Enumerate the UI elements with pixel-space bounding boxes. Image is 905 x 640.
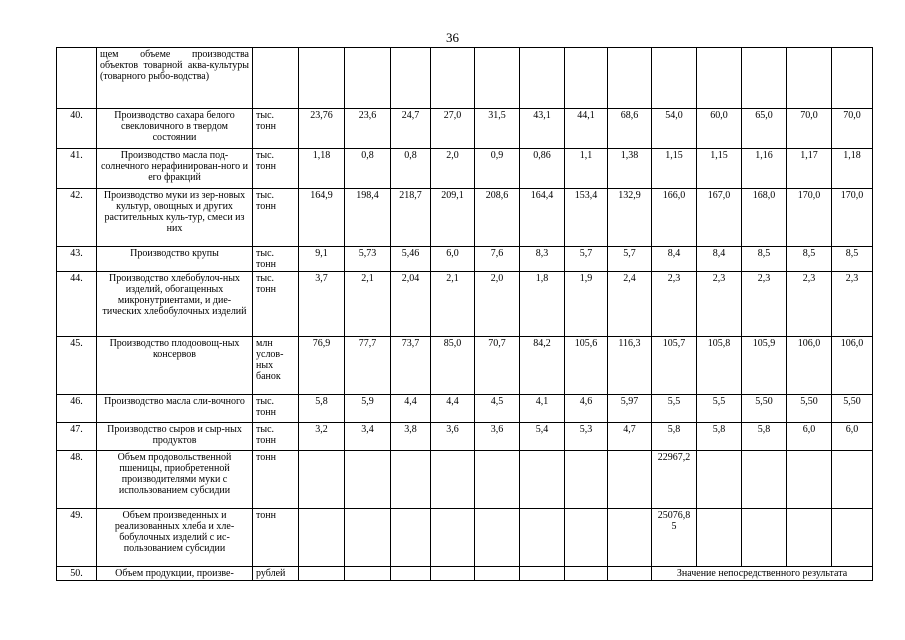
value-cell: 9,1	[299, 247, 345, 272]
value-cell: 7,6	[475, 247, 520, 272]
value-cell: 5,73	[345, 247, 391, 272]
table-row	[57, 272, 873, 337]
value-cell: 22967,2	[652, 451, 697, 509]
value-cell: 208,6	[475, 189, 520, 247]
value-cell: 8,5	[742, 247, 787, 272]
value-cell: 5,50	[787, 395, 832, 423]
value-cell	[431, 567, 475, 581]
row-unit: тыс. тонн	[253, 189, 299, 247]
value-cell	[742, 48, 787, 109]
row-unit: тыс. тонн	[253, 272, 299, 337]
value-cell: 170,0	[832, 189, 873, 247]
value-cell: 0,8	[391, 149, 431, 189]
value-cell	[391, 509, 431, 567]
value-cell: 4,7	[608, 423, 652, 451]
value-cell: 209,1	[431, 189, 475, 247]
value-cell: 2,0	[475, 272, 520, 337]
row-number: 50.	[57, 567, 97, 581]
value-cell: 116,3	[608, 337, 652, 395]
row-number: 48.	[57, 451, 97, 509]
value-cell: 5,50	[742, 395, 787, 423]
value-cell	[787, 48, 832, 109]
value-cell: 218,7	[391, 189, 431, 247]
value-cell: 166,0	[652, 189, 697, 247]
result-note: Значение непосредственного результата	[652, 567, 873, 581]
row-unit	[253, 48, 299, 109]
value-cell: 170,0	[787, 189, 832, 247]
value-cell	[299, 509, 345, 567]
value-cell	[565, 567, 608, 581]
value-cell: 153,4	[565, 189, 608, 247]
value-cell: 6,0	[431, 247, 475, 272]
value-cell	[565, 48, 608, 109]
row-unit: рублей	[253, 567, 299, 581]
value-cell	[742, 451, 787, 509]
value-cell: 23,6	[345, 109, 391, 149]
row-name: щем объеме производства объектов товарной аква-культуры (товарного рыбо-водства)	[97, 48, 253, 109]
value-cell: 5,97	[608, 395, 652, 423]
value-cell: 4,5	[475, 395, 520, 423]
row-number: 41.	[57, 149, 97, 189]
value-cell	[299, 451, 345, 509]
value-cell: 5,9	[345, 395, 391, 423]
value-cell: 24,7	[391, 109, 431, 149]
value-cell: 2,04	[391, 272, 431, 337]
value-cell: 31,5	[475, 109, 520, 149]
table-row	[57, 337, 873, 395]
value-cell: 132,9	[608, 189, 652, 247]
value-cell	[475, 567, 520, 581]
row-name: Производство масла сли-вочного	[97, 395, 253, 423]
value-cell: 105,6	[565, 337, 608, 395]
value-cell: 1,15	[697, 149, 742, 189]
value-cell: 5,4	[520, 423, 565, 451]
table-row	[57, 423, 873, 451]
value-cell	[299, 567, 345, 581]
value-cell	[652, 48, 697, 109]
value-cell: 8,5	[787, 247, 832, 272]
value-cell: 6,0	[832, 423, 873, 451]
value-cell: 2,3	[652, 272, 697, 337]
value-cell	[608, 509, 652, 567]
value-cell: 4,1	[520, 395, 565, 423]
value-cell	[832, 451, 873, 509]
row-name: Производство хлебобулоч-ных изделий, обогащенных микронутриентами, и дие-тических хлебобулочных изделий	[97, 272, 253, 337]
value-cell: 5,7	[608, 247, 652, 272]
row-unit: тыс. тонн	[253, 149, 299, 189]
value-cell: 43,1	[520, 109, 565, 149]
value-cell	[345, 48, 391, 109]
value-cell: 105,7	[652, 337, 697, 395]
value-cell: 4,6	[565, 395, 608, 423]
value-cell	[697, 48, 742, 109]
value-cell: 164,9	[299, 189, 345, 247]
value-cell	[832, 509, 873, 567]
row-unit: млн услов-ных банок	[253, 337, 299, 395]
row-unit: тонн	[253, 451, 299, 509]
row-name: Производство плодоовощ-ных консервов	[97, 337, 253, 395]
row-name: Производство сахара белого свекловичного в твердом состоянии	[97, 109, 253, 149]
value-cell: 2,1	[431, 272, 475, 337]
value-cell	[565, 509, 608, 567]
value-cell	[475, 509, 520, 567]
value-cell: 1,18	[299, 149, 345, 189]
value-cell	[520, 567, 565, 581]
value-cell	[787, 451, 832, 509]
row-number: 43.	[57, 247, 97, 272]
value-cell: 27,0	[431, 109, 475, 149]
value-cell: 5,5	[697, 395, 742, 423]
value-cell: 2,3	[742, 272, 787, 337]
value-cell: 105,9	[742, 337, 787, 395]
value-cell	[787, 509, 832, 567]
value-cell: 106,0	[832, 337, 873, 395]
value-cell: 8,5	[832, 247, 873, 272]
value-cell	[697, 451, 742, 509]
row-name: Производство крупы	[97, 247, 253, 272]
row-number: 40.	[57, 109, 97, 149]
row-number: 44.	[57, 272, 97, 337]
row-name: Производство муки из зер-новых культур, овощных и других растительных куль-тур, смеси из них	[97, 189, 253, 247]
value-cell	[520, 509, 565, 567]
value-cell: 1,1	[565, 149, 608, 189]
value-cell: 2,0	[431, 149, 475, 189]
value-cell	[391, 48, 431, 109]
table-row-continuation	[57, 48, 873, 109]
row-name: Объем произведенных и реализованных хлеба и хле-бобулочных изделий с ис-пользованием субсидии	[97, 509, 253, 567]
value-cell: 3,4	[345, 423, 391, 451]
value-cell	[608, 48, 652, 109]
value-cell: 70,0	[832, 109, 873, 149]
value-cell: 5,50	[832, 395, 873, 423]
value-cell	[391, 567, 431, 581]
value-cell: 25076,8 5	[652, 509, 697, 567]
value-cell: 5,46	[391, 247, 431, 272]
value-cell: 198,4	[345, 189, 391, 247]
table-row	[57, 395, 873, 423]
value-cell: 23,76	[299, 109, 345, 149]
value-cell: 44,1	[565, 109, 608, 149]
value-cell: 2,3	[787, 272, 832, 337]
row-number	[57, 48, 97, 109]
value-cell: 5,3	[565, 423, 608, 451]
row-number: 45.	[57, 337, 97, 395]
value-cell: 6,0	[787, 423, 832, 451]
value-cell: 3,8	[391, 423, 431, 451]
value-cell: 4,4	[431, 395, 475, 423]
value-cell: 84,2	[520, 337, 565, 395]
value-cell: 70,7	[475, 337, 520, 395]
value-cell	[431, 48, 475, 109]
table-row	[57, 247, 873, 272]
value-cell: 3,6	[475, 423, 520, 451]
value-cell: 76,9	[299, 337, 345, 395]
value-cell: 5,8	[299, 395, 345, 423]
row-unit: тыс. тонн	[253, 247, 299, 272]
value-cell: 167,0	[697, 189, 742, 247]
page-number: 36	[446, 30, 459, 45]
row-name: Объем продукции, произве-	[97, 567, 253, 581]
value-cell	[345, 567, 391, 581]
value-cell	[697, 509, 742, 567]
value-cell: 8,3	[520, 247, 565, 272]
value-cell	[608, 451, 652, 509]
value-cell: 105,8	[697, 337, 742, 395]
value-cell: 4,4	[391, 395, 431, 423]
value-cell: 2,4	[608, 272, 652, 337]
table-row	[57, 189, 873, 247]
value-cell	[391, 451, 431, 509]
value-cell	[475, 48, 520, 109]
row-unit: тыс. тонн	[253, 423, 299, 451]
row-number: 46.	[57, 395, 97, 423]
row-number: 49.	[57, 509, 97, 567]
value-cell	[565, 451, 608, 509]
value-cell: 1,8	[520, 272, 565, 337]
value-cell: 5,8	[697, 423, 742, 451]
table-row	[57, 149, 873, 189]
value-cell: 60,0	[697, 109, 742, 149]
value-cell: 1,18	[832, 149, 873, 189]
table-row-last	[57, 567, 873, 581]
value-cell: 3,6	[431, 423, 475, 451]
value-cell	[520, 451, 565, 509]
value-cell: 3,2	[299, 423, 345, 451]
row-unit: тонн	[253, 509, 299, 567]
value-cell: 2,3	[832, 272, 873, 337]
value-cell	[608, 567, 652, 581]
value-cell: 73,7	[391, 337, 431, 395]
value-cell	[520, 48, 565, 109]
value-cell: 1,16	[742, 149, 787, 189]
value-cell: 8,4	[697, 247, 742, 272]
value-cell: 168,0	[742, 189, 787, 247]
value-cell	[475, 451, 520, 509]
row-name: Производство сыров и сыр-ных продуктов	[97, 423, 253, 451]
table-row	[57, 109, 873, 149]
value-cell	[742, 509, 787, 567]
value-cell	[431, 509, 475, 567]
value-cell: 65,0	[742, 109, 787, 149]
value-cell: 1,38	[608, 149, 652, 189]
value-cell: 77,7	[345, 337, 391, 395]
value-cell	[832, 48, 873, 109]
row-name: Объем продовольственной пшеницы, приобретенной производителями муки с использованием субсидии	[97, 451, 253, 509]
row-number: 47.	[57, 423, 97, 451]
value-cell: 5,8	[742, 423, 787, 451]
table-row	[57, 509, 873, 567]
value-cell: 0,86	[520, 149, 565, 189]
value-cell: 85,0	[431, 337, 475, 395]
value-cell: 70,0	[787, 109, 832, 149]
value-cell: 5,5	[652, 395, 697, 423]
value-cell: 106,0	[787, 337, 832, 395]
row-number: 42.	[57, 189, 97, 247]
value-cell: 5,8	[652, 423, 697, 451]
value-cell: 1,9	[565, 272, 608, 337]
value-cell	[299, 48, 345, 109]
value-cell	[431, 451, 475, 509]
value-cell: 5,7	[565, 247, 608, 272]
value-cell: 3,7	[299, 272, 345, 337]
value-cell: 8,4	[652, 247, 697, 272]
value-cell: 0,8	[345, 149, 391, 189]
indicators-table	[56, 47, 873, 581]
row-name: Производство масла под-солнечного нерафинирован-ного и его фракций	[97, 149, 253, 189]
value-cell: 68,6	[608, 109, 652, 149]
value-cell: 1,17	[787, 149, 832, 189]
value-cell	[345, 509, 391, 567]
row-unit: тыс. тонн	[253, 395, 299, 423]
value-cell: 1,15	[652, 149, 697, 189]
row-unit: тыс. тонн	[253, 109, 299, 149]
value-cell	[345, 451, 391, 509]
value-cell: 54,0	[652, 109, 697, 149]
table-row	[57, 451, 873, 509]
value-cell: 0,9	[475, 149, 520, 189]
value-cell: 2,1	[345, 272, 391, 337]
value-cell: 2,3	[697, 272, 742, 337]
value-cell: 164,4	[520, 189, 565, 247]
